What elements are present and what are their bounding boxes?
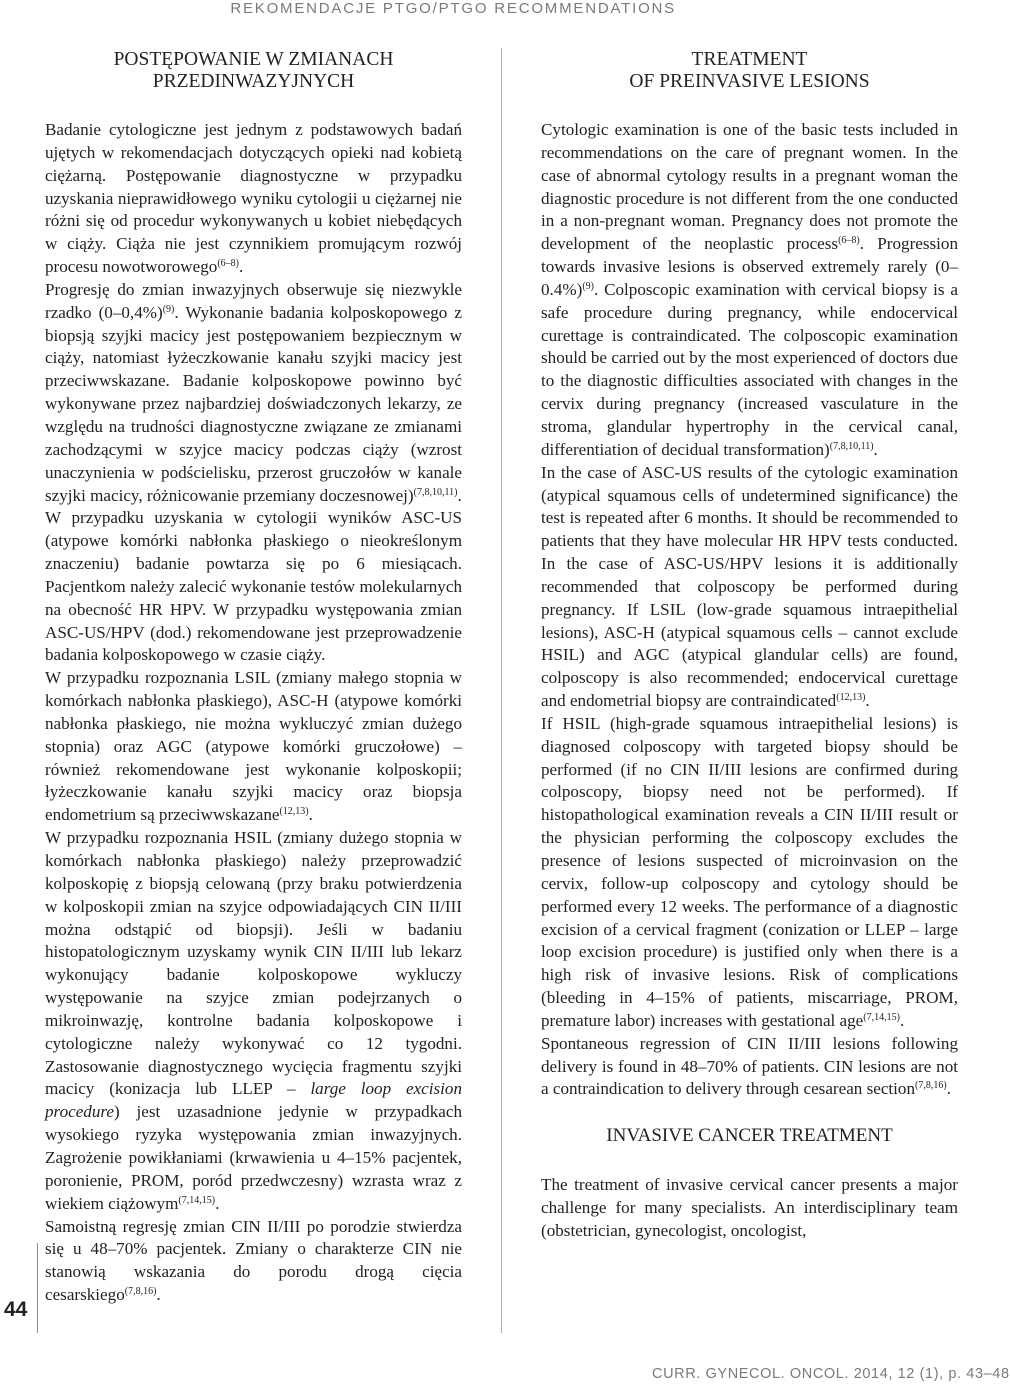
citation-ref: (9) xyxy=(162,303,175,315)
left-p2b-text: . Wykonanie badania kolposkopowego z biopsją szyjki macicy jest postępowaniem bezpiecznym w ciąży, natomiast łyżeczkowanie kanału szyjki macicy jest przeciwwskazane. Badanie kolposkopowe powinno być wykonywane przez najbardziej doświadczonych lekarzy, ze względu na trudności diagnostyczne związane ze zmianami zachodzącymi w szyjce macicy podczas ciąży (wzrost unaczynienia w podścielisku, przerost gruczołów w kanale szyjki macicy, różnicowanie przemiany doczesnowej) xyxy=(45,302,462,505)
punctuation: . xyxy=(865,691,870,711)
section-heading-invasive-cancer: INVASIVE CANCER TREATMENT xyxy=(606,1125,893,1147)
citation-ref: (12,13) xyxy=(279,806,309,818)
right-p3-text: If HSIL (high-grade squamous intraepithelial lesions) is diagnosed colposcopy with targeted biopsy should be performed (if no CIN II/III lesions are confirmed during colposcopy, biopsy need not be performed). If histopathological examination reveals a CIN II/III result or the physician performing the colposcopy excludes the presence of lesions suspected of microinvasion on the cervix, follow-up colposcopy and cytology should be performed every 12 weeks. The performance of a diagnostic excision of a cervical fragment (conization or LLEP – large loop excision procedure) is justified only when there is a high risk of invasive lesions. Risk of complications (bleeding in 4–15% of patients, miscarriage, PROM, premature labor) increases with gestational age xyxy=(541,713,958,1030)
left-p1-text: Badanie cytologiczne jest jednym z podstawowych badań ujętych w rekomendacjach dotyczących opieki nad kobietą ciężarną. Postępowanie diagnostyczne w przypadku uzyskania nieprawidłowego wyniku cytologii u ciężarnej nie różni się od procedur wykonywanych u kobiet niebędących w ciąży. Ciąża nie jest czynnikiem promującym rozwój procesu nowotworowego xyxy=(45,120,462,277)
left-column-title xyxy=(45,49,462,93)
citation-ref: (6–8) xyxy=(838,235,860,247)
footer-citation: CURR. GYNECOL. ONCOL. 2014, 12 (1), p. 43–48 xyxy=(652,1366,1010,1382)
punctuation: . xyxy=(156,1285,161,1305)
punctuation: . xyxy=(899,1010,905,1030)
right-paragraph-4 xyxy=(541,1033,958,1102)
punctuation: . xyxy=(215,1193,220,1213)
left-column xyxy=(45,49,462,1307)
right-paragraph-2 xyxy=(541,462,958,713)
column-divider xyxy=(501,48,502,1333)
right-p2-text: In the case of ASC-US results of the cytologic examination (atypical squamous cells of undetermined significance) the test is repeated after 6 months. It should be recommended to patients that they have molecular HR HPV tests conducted. In the case of ASC-US/HPV lesions it is additionally recommended that colposcopy be performed during pregnancy. If LSIL (low-grade squamous intraepithelial lesions), ASC-H (atypical squamous cells – cannot exclude HSIL) and AGC (atypical glandular cells) are found, colposcopy is also recommended; endocervical curettage and endometrial biopsy are contraindicated xyxy=(541,462,958,711)
right-paragraph-5: The treatment of invasive cervical cancer presents a major challenge for many specialists. An interdisciplinary team (obstetrician, gynecologist, oncologist, xyxy=(541,1175,958,1240)
right-p1b-text: . Progression towards invasive lesions is observed extremely rarely (0–0.4%) xyxy=(541,234,958,299)
left-paragraph-5 xyxy=(45,827,462,1215)
page-number: 44 xyxy=(4,1298,28,1321)
right-p1c-text: . Colposcopic examination with cervical biopsy is a safe procedure during pregnancy, while endocervical curettage is contraindicated. The colposcopic examination should be carried out by the most experienced of doctors due to the diagnostic difficulties associated with changes in the cervix during pregnancy (increased vasculature in the stroma, glandular hypertrophy in the cervical canal, differentiation of decidual transformation) xyxy=(541,279,958,459)
right-paragraph-3 xyxy=(541,713,958,1033)
citation-ref: (7,8,10,11) xyxy=(413,486,458,498)
punctuation: . xyxy=(239,257,244,277)
right-title-line-2: OF PREINVASIVE LESIONS xyxy=(629,71,870,92)
left-p4-text: W przypadku rozpoznania LSIL (zmiany małego stopnia w komórkach nabłonka płaskiego), ASC-H (atypowe komórki nabłonka płaskiego, nie można wykluczyć zmian dużego stopnia) oraz AGC (atypowe komórki gruczołowe) – również rekomendowane jest wykonanie kolposkopii; łyżeczkowanie kanału szyjki macicy oraz biopsja endometrium są przeciwwskazane xyxy=(45,668,462,825)
left-body xyxy=(45,119,462,1307)
right-column xyxy=(541,49,958,1243)
right-paragraph-1 xyxy=(541,119,958,462)
right-body xyxy=(541,119,958,1243)
left-p6-text: Samoistną regresję zmian CIN II/III po porodzie stwierdza się u 48–70% pacjentek. Zmiany o charakterze CIN nie stanowią wskazania do porodu drogą cięcia cesarskiego xyxy=(45,1216,462,1305)
page-number-rule xyxy=(37,1243,38,1333)
left-p5-text: W przypadku rozpoznania HSIL (zmiany dużego stopnia w komórkach nabłonka płaskiego) należy przeprowadzić kolposkopię z biopsją celowaną (przy braku potwierdzenia w kolposkopii zmian na szyjce odpowiadających CIN II/III można odstąpić od biopsji). Jeśli w badaniu histopatologicznym uzyskamy wynik CIN II/III lub lekarz wykonujący badanie kolposkopowe wykluczy występowanie na szyjce zmian podejrzanych o mikroinwazję, kontrolne badania kolposkopowe i cytologiczne należy wykonywać co 12 tygodni. Zastosowanie diagnostycznego wycięcia fragmentu szyjki macicy (konizacja lub LLEP – xyxy=(45,828,462,1099)
left-p5-italic: large loop excision procedure xyxy=(45,1079,463,1122)
left-paragraph-3: W przypadku uzyskania w cytologii wyników ASC-US (atypowe komórki nabłonka płaskiego o nieokreślonym znaczeniu) badanie powtarza się po 6 miesiącach. Pacjentkom należy zalecić wykonanie testów molekularnych na obecność HR HPV. W przypadku występowania zmian ASC-US/HPV (dod.) rekomendowane jest przeprowadzenie badania kolposkopowego w czasie ciąży. xyxy=(45,508,462,665)
left-paragraph-4 xyxy=(45,667,462,827)
left-paragraph-1 xyxy=(45,119,462,279)
left-p2-text: Progresję do zmian inwazyjnych obserwuje się niezwykle rzadko (0–0,4%) xyxy=(45,279,462,322)
citation-ref: (7,8,16) xyxy=(915,1080,947,1092)
right-p1-text: Cytologic examination is one of the basic tests included in recommendations on the care of pregnant women. In the case of abnormal cytology results in a pregnant woman the diagnostic procedure is not different from the one conducted in a non-pregnant woman. Pregnancy does not promote the development of the neoplastic process xyxy=(541,120,958,254)
left-p5b-text: ) jest uzasadnione jedynie w przypadkach wysokiego ryzyka występowania zmian inwazyjnych. Zagrożenie powikłaniami (krwawienia u 4–15% pacjentek, poronienie, PROM, poród przedwczesny) wzrasta wraz z wiekiem ciążowym xyxy=(45,1102,462,1213)
citation-ref: (6–8) xyxy=(217,258,239,270)
punctuation: . xyxy=(946,1079,951,1099)
right-column-title xyxy=(541,49,958,93)
citation-ref: (7,14,15) xyxy=(178,1194,216,1206)
punctuation: . xyxy=(873,439,878,459)
left-paragraph-2 xyxy=(45,279,462,507)
punctuation: . xyxy=(457,485,462,505)
citation-ref: (12,13) xyxy=(836,692,866,704)
citation-ref: (7,14,15) xyxy=(863,1011,900,1023)
citation-ref: (7,8,16) xyxy=(124,1286,157,1298)
citation-ref: (7,8,10,11) xyxy=(829,440,874,452)
left-title-line-2: PRZEDINWAZYJNYCH xyxy=(152,71,355,92)
left-paragraph-6 xyxy=(45,1216,462,1307)
punctuation: . xyxy=(308,805,313,825)
citation-ref: (9) xyxy=(582,280,594,292)
left-title-line-1: POSTĘPOWANIE W ZMIANACH xyxy=(113,49,394,70)
right-title-line-1: TREATMENT xyxy=(691,49,808,70)
running-head: REKOMENDACJE PTGO/PTGO RECOMMENDATIONS xyxy=(230,0,676,17)
right-p4-text: Spontaneous regression of CIN II/III lesions following delivery is found in 48–70% of patients. CIN lesions are not a contraindication to delivery through cesarean section xyxy=(541,1033,958,1099)
